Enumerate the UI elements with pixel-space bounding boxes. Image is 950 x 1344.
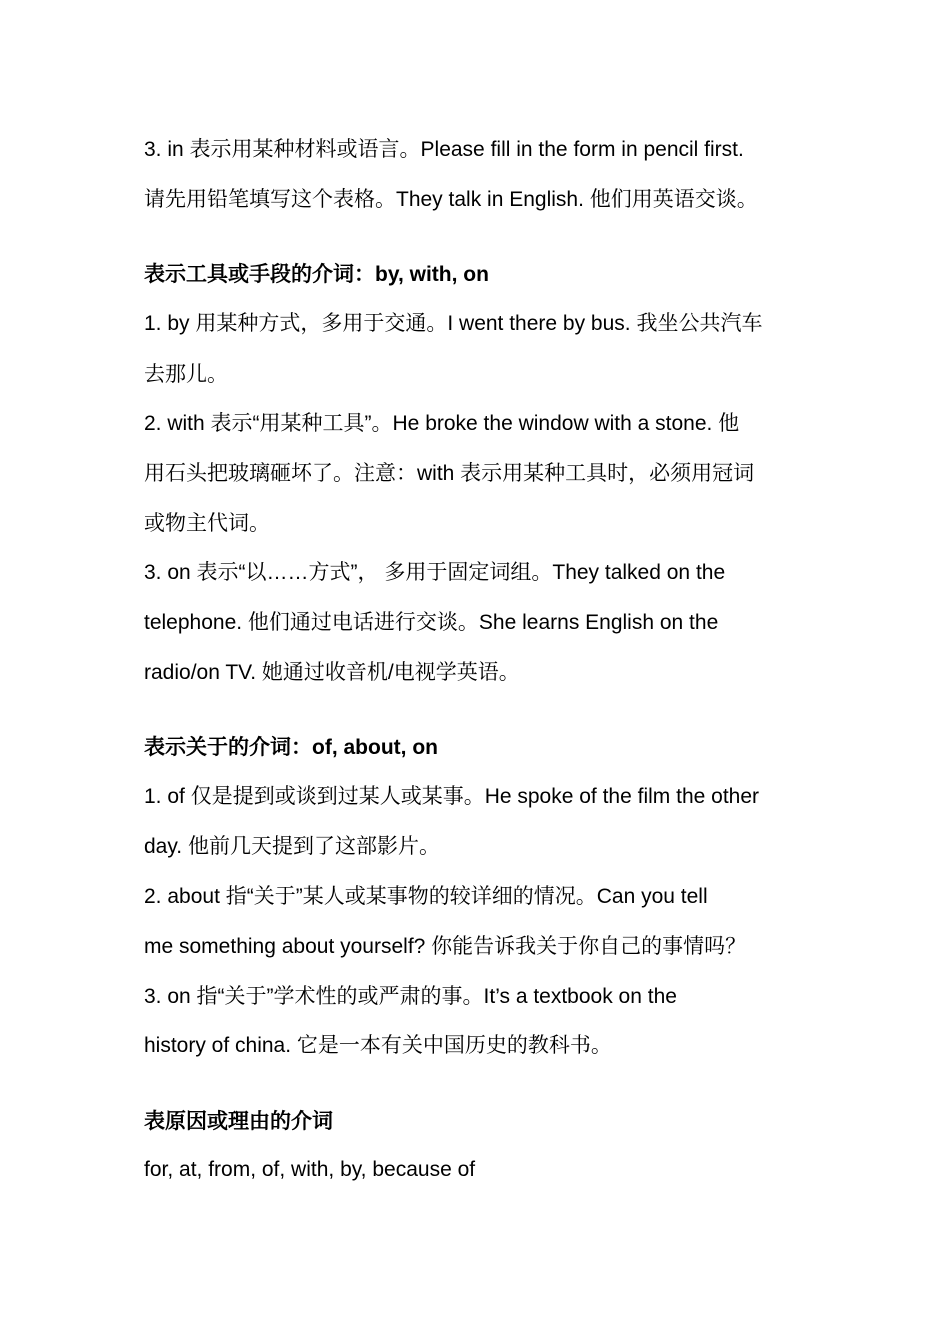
text-line: day. 他前几天提到了这部影片。 (144, 835, 440, 858)
section-heading: 表示工具或手段的介词：by, with, on (144, 263, 489, 286)
text-line: history of china. 它是一本有关中国历史的教科书。 (144, 1034, 612, 1057)
section-heading: 表示关于的介词：of, about, on (144, 736, 438, 759)
section-heading: 表原因或理由的介词 (144, 1110, 333, 1133)
text-line: for, at, from, of, with, by, because of (144, 1158, 476, 1181)
text-line: 或物主代词。 (144, 512, 270, 535)
text-line: 2. about 指“关于”某人或某事物的较详细的情况。Can you tell (144, 885, 708, 908)
text-line: 1. by 用某种方式，多用于交通。I went there by bus. 我坐公共汽车 (144, 312, 763, 335)
text-line: me something about yourself? 你能告诉我关于你自己的事情吗？ (144, 935, 747, 958)
text-line: 请先用铅笔填写这个表格。They talk in English. 他们用英语交谈。 (144, 188, 758, 211)
text-line: 3. on 表示“以……方式”， 多用于固定词组。They talked on the (144, 561, 726, 584)
text-line: 1. of 仅是提到或谈到过某人或某事。He spoke of the film the other (144, 785, 760, 808)
text-line: radio/on TV. 她通过收音机/电视学英语。 (144, 661, 520, 684)
text-line: 2. with 表示“用某种工具”。He broke the window with a stone. 他 (144, 412, 740, 435)
text-line: 3. in 表示用某种材料或语言。Please fill in the form in pencil first. (144, 138, 744, 161)
text-line: 3. on 指“关于”学术性的或严肃的事。It’s a textbook on the (144, 985, 677, 1008)
text-line: 用石头把玻璃砸坏了。注意：with 表示用某种工具时，必须用冠词 (144, 462, 755, 485)
text-line: 去那儿。 (144, 363, 228, 386)
text-line: telephone. 他们通过电话进行交谈。She learns English on the (144, 611, 719, 634)
